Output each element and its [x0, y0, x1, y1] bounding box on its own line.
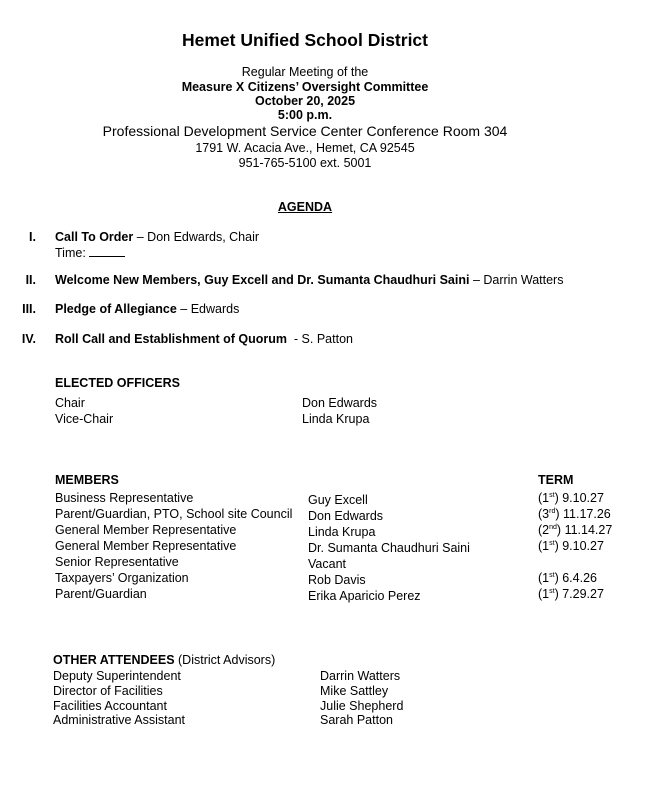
term-suffix: st	[549, 571, 555, 579]
elected-officers-heading: ELECTED OFFICERS	[55, 376, 181, 390]
term-heading: TERM	[538, 473, 574, 487]
member-term: (3rd) 11.17.26	[538, 507, 611, 521]
item-title: Roll Call and Establishment of Quorum	[55, 332, 287, 346]
item-numeral: II.	[25, 273, 36, 287]
attendee-name: Mike Sattley	[320, 684, 389, 698]
member-role: Senior Representative	[55, 555, 179, 569]
item-presenter: – Don Edwards, Chair	[133, 230, 260, 244]
member-term: (1st) 6.4.26	[538, 571, 597, 585]
attendee-role: Deputy Superintendent	[53, 669, 181, 683]
time-label: Time:	[55, 246, 90, 260]
item-presenter: – Darrin Watters	[469, 273, 564, 287]
term-date: 9.10.27	[562, 491, 604, 505]
member-term: (1st) 7.29.27	[538, 587, 604, 601]
committee-name: Measure X Citizens’ Oversight Committee	[181, 80, 429, 94]
member-name: Vacant	[308, 557, 346, 571]
item-numeral: III.	[22, 302, 36, 316]
phone: 951-765-5100 ext. 5001	[238, 156, 372, 170]
member-role: General Member Representative	[55, 539, 237, 553]
term-date: 7.29.27	[562, 587, 604, 601]
attendee-name: Julie Shepherd	[320, 699, 404, 713]
member-name: Dr. Sumanta Chaudhuri Saini	[308, 541, 470, 555]
item-presenter: - S. Patton	[286, 332, 353, 346]
attendee-role: Director of Facilities	[53, 684, 163, 698]
member-role: Business Representative	[55, 491, 194, 505]
term-number: 1	[542, 491, 550, 505]
item-numeral: IV.	[21, 332, 36, 346]
term-suffix: rd	[549, 507, 556, 515]
term-date: 11.14.27	[564, 523, 613, 537]
member-name: Linda Krupa	[308, 525, 376, 539]
meeting-location: Professional Development Service Center Conference Room 304	[102, 123, 508, 139]
member-role: Parent/Guardian	[55, 587, 147, 601]
member-term: (1st) 9.10.27	[538, 539, 604, 553]
attendee-name: Sarah Patton	[320, 713, 393, 727]
district-title: Hemet Unified School District	[181, 30, 428, 50]
attendee-role: Facilities Accountant	[53, 699, 167, 713]
term-number: 1	[542, 571, 550, 585]
term-number: 1	[542, 539, 550, 553]
member-role: Parent/Guardian, PTO, School site Council	[55, 507, 293, 521]
member-term: (1st) 9.10.27	[538, 491, 604, 505]
term-number: 2	[542, 523, 550, 537]
agenda-heading: AGENDA	[277, 200, 333, 214]
item-numeral: I.	[29, 230, 36, 244]
item-title: Welcome New Members, Guy Excell and Dr. Sumanta Chaudhuri Saini	[55, 273, 470, 287]
term-number: 1	[542, 587, 550, 601]
officer-name: Don Edwards	[302, 396, 378, 410]
term-date: 6.4.26	[562, 571, 597, 585]
meeting-date: October 20, 2025	[254, 94, 356, 108]
member-term: (2nd) 11.14.27	[538, 523, 613, 537]
member-role: General Member Representative	[55, 523, 237, 537]
other-attendees-subheading: (District Advisors)	[174, 653, 276, 667]
member-name: Erika Aparicio Perez	[308, 589, 421, 603]
term-date: 11.17.26	[563, 507, 611, 521]
term-suffix: nd	[549, 523, 557, 531]
members-heading: MEMBERS	[55, 473, 119, 487]
address: 1791 W. Acacia Ave., Hemet, CA 92545	[195, 141, 415, 155]
term-date: 9.10.27	[562, 539, 604, 553]
meeting-time: 5:00 p.m.	[277, 108, 333, 122]
attendee-name: Darrin Watters	[320, 669, 401, 683]
officer-role: Chair	[55, 396, 85, 410]
term-number: 3	[542, 507, 550, 521]
meeting-type: Regular Meeting of the	[241, 65, 369, 79]
item-title: Pledge of Allegiance	[55, 302, 177, 316]
officer-role: Vice-Chair	[55, 412, 114, 426]
time-blank	[89, 245, 125, 257]
item-presenter: – Edwards	[176, 302, 240, 316]
member-role: Taxpayers’ Organization	[55, 571, 189, 585]
item-title: Call To Order	[55, 230, 134, 244]
term-suffix: st	[549, 539, 555, 547]
officer-name: Linda Krupa	[302, 412, 370, 426]
member-name: Don Edwards	[308, 509, 384, 523]
member-name: Rob Davis	[308, 573, 366, 587]
attendee-role: Administrative Assistant	[53, 713, 185, 727]
other-attendees-heading: OTHER ATTENDEES	[53, 653, 175, 667]
term-suffix: st	[549, 491, 555, 499]
member-name: Guy Excell	[308, 493, 368, 507]
term-suffix: st	[549, 587, 555, 595]
